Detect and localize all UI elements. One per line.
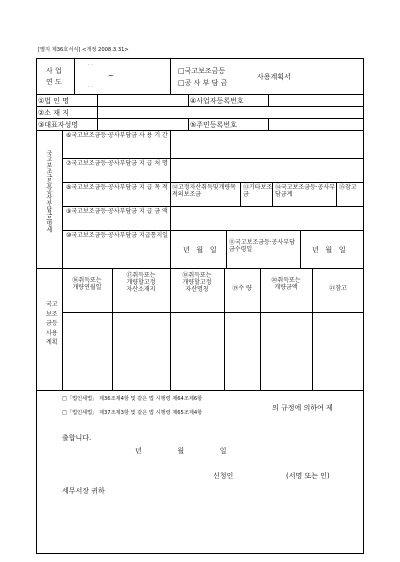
year-separator: ~: [108, 72, 114, 80]
resident-no-label: ⑤주민등록번호: [190, 121, 237, 129]
quantity-header: ⑲수 량: [232, 285, 252, 292]
acquisition-date-header: ⑯취득또는 개량연월일: [72, 277, 102, 291]
submission-date: 년 월 일: [135, 447, 227, 455]
fixed-asset-subsidy-label: ⑫고정자산취득및개량목적의보조금: [172, 184, 236, 198]
payer-label: ⑦국고보조금등·공사부담금 지 급 처 명: [66, 160, 168, 167]
other-subsidy-label: ⑬기타보조금: [243, 184, 273, 198]
purpose-label: ⑧국고보조금등·공사부담금 지 급 목 적: [66, 184, 168, 191]
location-label: ②소 재 지: [38, 109, 70, 117]
form-id: [별지 제36호서식] <개정 2008.3.31>: [38, 47, 129, 53]
option-construction[interactable]: □공 사 부 담 금: [178, 79, 228, 87]
option-subsidy[interactable]: □국고보조금등: [178, 67, 226, 75]
note-header: ㉑참고: [329, 285, 347, 292]
reference-label: ⑮참고: [339, 184, 357, 191]
usage-period-label: ⑥국고보조금등·공사부담금 사 용 기 간: [66, 132, 168, 139]
law-option-36[interactable]: □「법인세법」 제36조제4항 및 같은 법 시행령 제64조제6항: [62, 396, 203, 402]
signature-hint: (서명 또는 인): [286, 472, 330, 480]
law-option-37[interactable]: □「법인세법」 제37조제3항 및 같은 법 시행령 제65조제4항: [62, 410, 203, 416]
addressee: 세무서장 귀하: [62, 487, 105, 495]
biz-reg-no-label: ④사업자등록번호: [190, 97, 244, 105]
asset-name-header: ⑱취득또는 개량할고정 자산명칭: [182, 272, 212, 293]
applicant-label: 신청인: [213, 472, 234, 480]
notice-date-ymd: 년 월 일: [183, 246, 217, 254]
corp-name-label: ①법 인 명: [38, 97, 70, 105]
amount-label: ⑨국고보조금등·공사부담금 지 급 금 액: [66, 208, 168, 215]
receipt-date-label: ⑪국고보조금등·공사부담금수령일: [229, 239, 295, 253]
asset-location-header: ⑰취득또는 개량할고정 자산소재지: [126, 272, 156, 293]
business-year-label: 사 업 연 도: [46, 67, 62, 86]
representative-label: ③대표자성명: [38, 121, 79, 129]
section1-side-label: 국고보조금등(공사부담금)명세: [44, 150, 52, 233]
law-suffix: 의 규정에 의하여 제: [272, 404, 333, 412]
section2-side-label: 국고 보조 금등 사용 계획: [46, 301, 58, 347]
subsidy-total-label: ⑭국고보조금등·공사부담금계: [275, 184, 336, 198]
acquisition-amount-header: ⑳취득또는 개량금액: [271, 277, 301, 291]
submit-text: 출합니다.: [62, 434, 92, 442]
receipt-date-ymd: 년 월 일: [312, 246, 346, 254]
notice-date-label: ⑩국고보조금등·공사부담금 지급통지일: [66, 232, 168, 239]
form-title: 사용계획서: [257, 73, 291, 81]
